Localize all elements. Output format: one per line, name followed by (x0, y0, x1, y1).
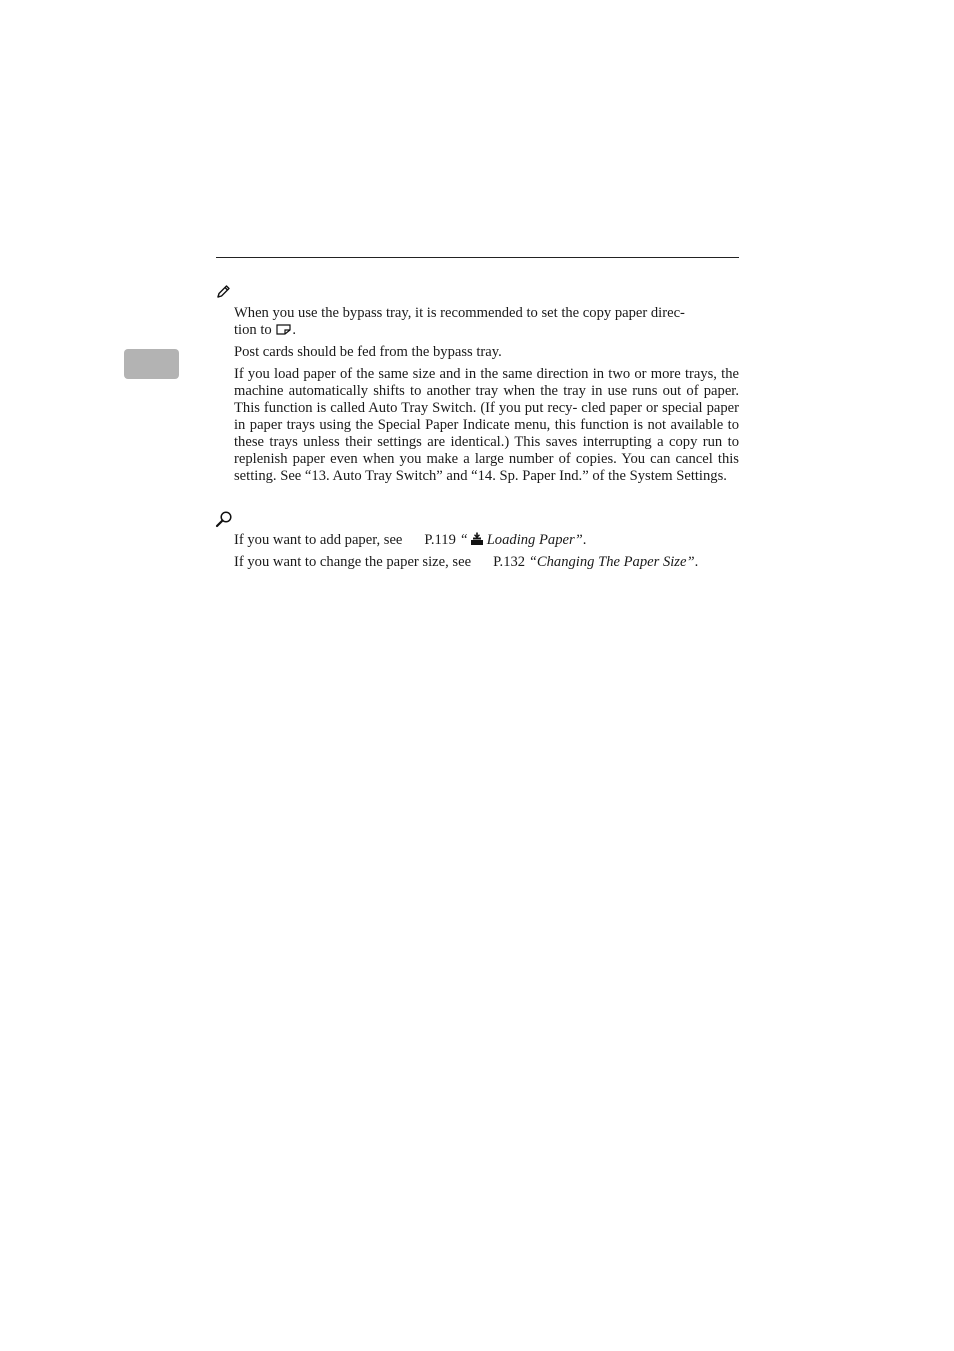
reference-1-page-link[interactable]: P.119 (424, 532, 456, 548)
reference-1-period: . (582, 532, 587, 548)
pencil-note-icon (215, 284, 231, 300)
reference-2-page-link[interactable]: P.132 (493, 554, 526, 570)
note-paragraph-2: Post cards should be fed from the bypass tray. (234, 344, 502, 360)
reference-line-2 (234, 554, 754, 571)
reference-1-title[interactable]: Loading Paper” (486, 532, 583, 548)
reference-1-text: If you want to add paper, see (234, 532, 403, 548)
note-p1-line2: tion to (234, 322, 272, 338)
note-p1-period: . (292, 322, 297, 338)
reference-line-1 (234, 532, 754, 549)
note-paragraph-3: If you load paper of the same size and in the same direction in two or more trays, the machine automatically shifts to another tray when the tray in use runs out of paper. This function is called Auto Tray Switch. (If you put recy- cled paper or special paper in paper trays using the Special Paper Indicate menu, this function is not available to these trays unless their settings are identical.) This saves interrupting a copy run to replenish paper even when you make a large number of copies. You can cancel this setting. See “13. Auto Tray Switch” and “14. Sp. Paper Ind.” of the System Settings. (234, 366, 739, 484)
paper-orientation-icon (276, 324, 291, 335)
chapter-tab (124, 349, 179, 379)
header-rule (216, 257, 739, 258)
note-p1-line1: When you use the bypass tray, it is recommended to set the copy paper direc- (234, 305, 685, 321)
loading-paper-icon (470, 532, 484, 546)
reference-2-period: . (694, 554, 699, 570)
reference-1-open-quote: “ (459, 532, 468, 548)
note-paragraph-1 (234, 305, 739, 339)
reference-2-title[interactable]: “Changing The Paper Size” (528, 554, 695, 570)
reference-2-text: If you want to change the paper size, see (234, 554, 472, 570)
magnifier-reference-icon (215, 510, 233, 528)
